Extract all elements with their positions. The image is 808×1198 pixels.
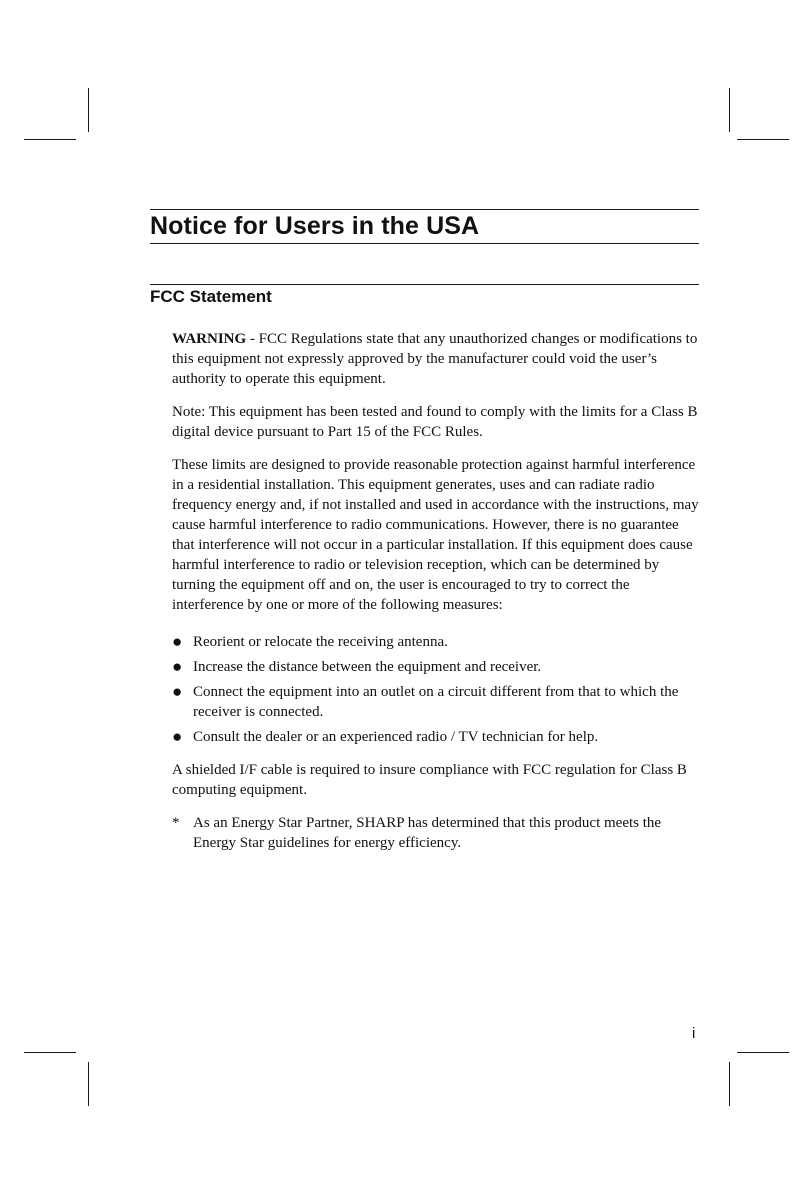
cable-paragraph: A shielded I/F cable is required to insure compliance with FCC regulation for Class B computing equipment. — [172, 762, 687, 798]
crop-mark-bottom-left-horizontal — [24, 1052, 76, 1053]
limits-paragraph: These limits are designed to provide reasonable protection against harmful interference in a residential installation. This equipment generates, uses and can radiate radio frequency energy and, if not installed and used in accordance with the instructions, may cause harmful interference to radio communications. However, there is no guarantee that interference will not occur in a particular installation. If this equipment does cause harmful interference to radio or television reception, which can be determined by turning the equipment off and on, the user is encouraged to try to correct the interference by one or more of the following measures: — [172, 457, 699, 613]
measures-list — [172, 632, 702, 747]
section-heading-fcc-statement: FCC Statement — [150, 287, 272, 306]
asterisk-marker: * — [172, 815, 180, 831]
crop-mark-top-right-vertical — [729, 88, 730, 132]
list-item — [172, 632, 702, 652]
title-rule-bottom — [150, 243, 699, 244]
measure-text: Reorient or relocate the receiving antenna. — [193, 634, 448, 650]
crop-mark-bottom-right-vertical — [729, 1062, 730, 1106]
section-rule — [150, 284, 699, 285]
crop-mark-bottom-right-horizontal — [737, 1052, 789, 1053]
crop-mark-top-left-vertical — [88, 88, 89, 132]
energy-star-text: As an Energy Star Partner, SHARP has determined that this product meets the Energy Star guidelines for energy efficiency. — [193, 815, 662, 851]
crop-mark-bottom-left-vertical — [88, 1062, 89, 1106]
bullet-icon: ● — [172, 657, 183, 676]
fcc-statement-body — [172, 329, 702, 866]
measure-text: Consult the dealer or an experienced radio / TV technician for help. — [193, 729, 599, 745]
warning-label: WARNING — [172, 331, 247, 347]
page-title: Notice for Users in the USA — [150, 212, 480, 240]
page-number: i — [692, 1025, 696, 1042]
list-item — [172, 682, 702, 722]
measure-text: Connect the equipment into an outlet on a circuit different from that to which the receiver is connected. — [193, 684, 679, 720]
bullet-icon: ● — [172, 632, 183, 651]
crop-mark-top-left-horizontal — [24, 139, 76, 140]
list-item — [172, 727, 702, 747]
warning-paragraph — [172, 329, 702, 389]
bullet-icon: ● — [172, 682, 183, 701]
energy-star-note — [172, 813, 702, 853]
bullet-icon: ● — [172, 727, 183, 746]
crop-mark-top-right-horizontal — [737, 139, 789, 140]
list-item — [172, 657, 702, 677]
note-paragraph: Note: This equipment has been tested and found to comply with the limits for a Class B digital device pursuant to Part 15 of the FCC Rules. — [172, 404, 698, 440]
warning-text: - FCC Regulations state that any unauthorized changes or modifications to this equipment not expressly approved by the manufacturer could void the user’s authority to operate this equipment. — [172, 331, 698, 387]
measure-text: Increase the distance between the equipment and receiver. — [193, 659, 542, 675]
